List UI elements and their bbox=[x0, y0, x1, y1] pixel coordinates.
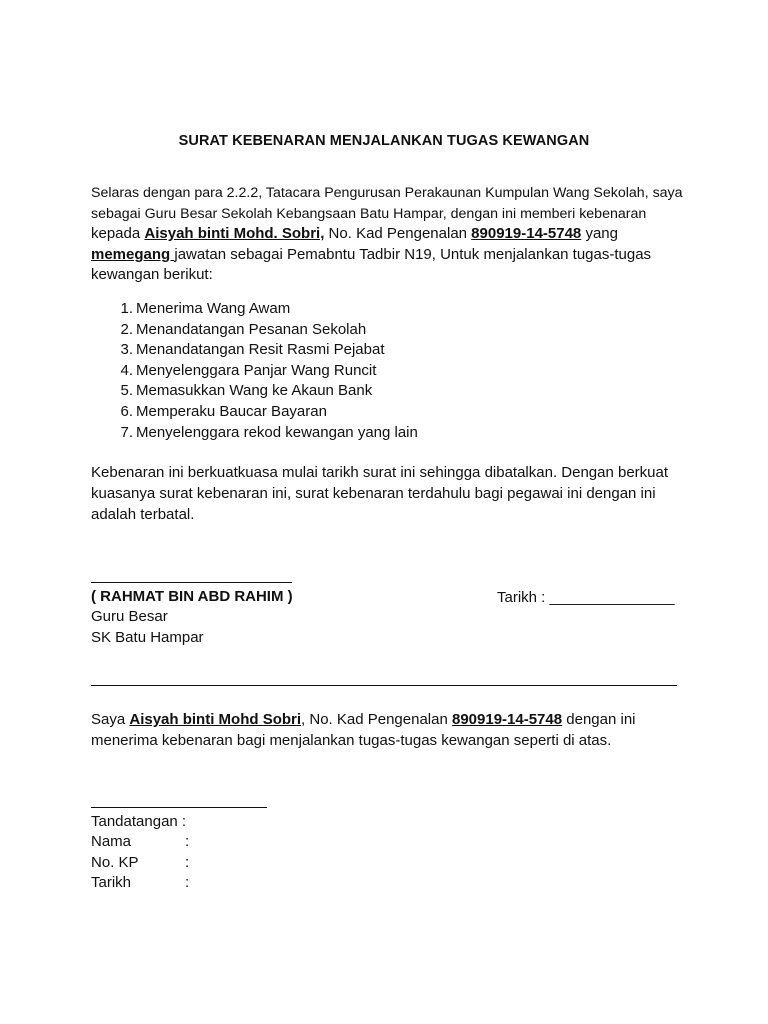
signatory-name: ( RAHMAT BIN ABD RAHIM ) bbox=[91, 588, 293, 605]
duty-item bbox=[91, 402, 418, 423]
validity-line-1: Kebenaran ini berkuatkuasa mulai tarikh surat ini sehingga dibatalkan. Dengan berkuat bbox=[91, 464, 669, 481]
signatory-position: Guru Besar bbox=[91, 608, 168, 625]
grantee-ic: 890919-14-5748 bbox=[471, 225, 582, 242]
validity-line-2: kuasanya surat kebenaran ini, surat kebenaran terdahulu bagi pegawai ini dengan ini bbox=[91, 485, 656, 502]
intro-line-4 bbox=[91, 245, 651, 266]
acceptance-line-1 bbox=[91, 710, 636, 731]
acceptor-signature-line bbox=[91, 807, 267, 808]
duty-number: 5. bbox=[120, 382, 133, 400]
duty-number: 4. bbox=[120, 361, 133, 379]
duty-item bbox=[91, 361, 418, 382]
duty-text: Menyelenggara Panjar Wang Runcit bbox=[136, 361, 377, 379]
acceptance-line-2: menerima kebenaran bagi menjalankan tugas-tugas kewangan seperti di atas. bbox=[91, 732, 612, 749]
acceptor-ic: 890919-14-5748 bbox=[451, 711, 563, 728]
name-colon: : bbox=[185, 833, 190, 850]
duty-number: 6. bbox=[120, 402, 133, 420]
duty-item bbox=[91, 423, 418, 444]
duty-number: 3. bbox=[120, 341, 133, 359]
duty-text: Memasukkan Wang ke Akaun Bank bbox=[136, 382, 373, 400]
signatory-school: SK Batu Hampar bbox=[91, 629, 204, 646]
acceptor-name: Aisyah binti Mohd Sobri bbox=[129, 711, 302, 728]
acceptance-post: dengan ini bbox=[562, 711, 636, 728]
letter-title: SURAT KEBENARAN MENJALANKAN TUGAS KEWANGAN bbox=[178, 133, 590, 149]
intro-line-1: Selaras dengan para 2.2.2, Tatacara Pengurusan Perakaunan Kumpulan Wang Sekolah, saya bbox=[91, 185, 683, 201]
duty-number: 1. bbox=[120, 300, 133, 317]
intro-line-3 bbox=[91, 224, 618, 245]
duty-text: Memperaku Baucar Bayaran bbox=[136, 402, 327, 420]
validity-line-3: adalah terbatal. bbox=[91, 506, 195, 523]
ic-colon: : bbox=[185, 854, 190, 871]
duties-list bbox=[91, 299, 418, 443]
intro-line-3-post: yang bbox=[581, 225, 618, 242]
acceptance-pre: Saya bbox=[91, 711, 130, 728]
duty-text: Menerima Wang Awam bbox=[136, 300, 291, 317]
memegang-word: memegang bbox=[91, 246, 175, 263]
acceptance-mid: , No. Kad Pengenalan bbox=[301, 711, 452, 728]
duty-item bbox=[91, 299, 418, 320]
intro-line-4-post: jawatan sebagai Pemabntu Tadbir N19, Untuk menjalankan tugas-tugas bbox=[174, 246, 652, 263]
signature-label: Tandatangan : bbox=[91, 813, 187, 830]
intro-line-3-pre: kepada bbox=[91, 225, 145, 242]
section-divider bbox=[91, 685, 677, 686]
date-colon: : bbox=[185, 874, 190, 891]
duty-number: 2. bbox=[120, 320, 133, 338]
signatory-signature-line bbox=[91, 582, 292, 583]
duty-text: Menandatangan Resit Rasmi Pejabat bbox=[136, 341, 385, 359]
duty-number: 7. bbox=[120, 423, 133, 441]
duty-text: Menyelenggara rekod kewangan yang lain bbox=[136, 423, 418, 441]
intro-line-2: sebagai Guru Besar Sekolah Kebangsaan Batu Hampar, dengan ini memberi kebenaran bbox=[91, 206, 647, 222]
grantee-name: Aisyah binti Mohd. Sobri, bbox=[144, 225, 325, 242]
intro-line-5: kewangan berikut: bbox=[91, 266, 213, 283]
signatory-date-field: Tarikh : _______________ bbox=[497, 589, 675, 606]
ic-label: No. KP bbox=[91, 854, 139, 871]
duty-item bbox=[91, 381, 418, 402]
name-label: Nama bbox=[91, 833, 132, 850]
date-label: Tarikh bbox=[91, 874, 132, 891]
duty-text: Menandatangan Pesanan Sekolah bbox=[136, 320, 367, 338]
intro-line-3-mid: No. Kad Pengenalan bbox=[324, 225, 472, 242]
duty-item bbox=[91, 320, 418, 341]
duty-item bbox=[91, 340, 418, 361]
